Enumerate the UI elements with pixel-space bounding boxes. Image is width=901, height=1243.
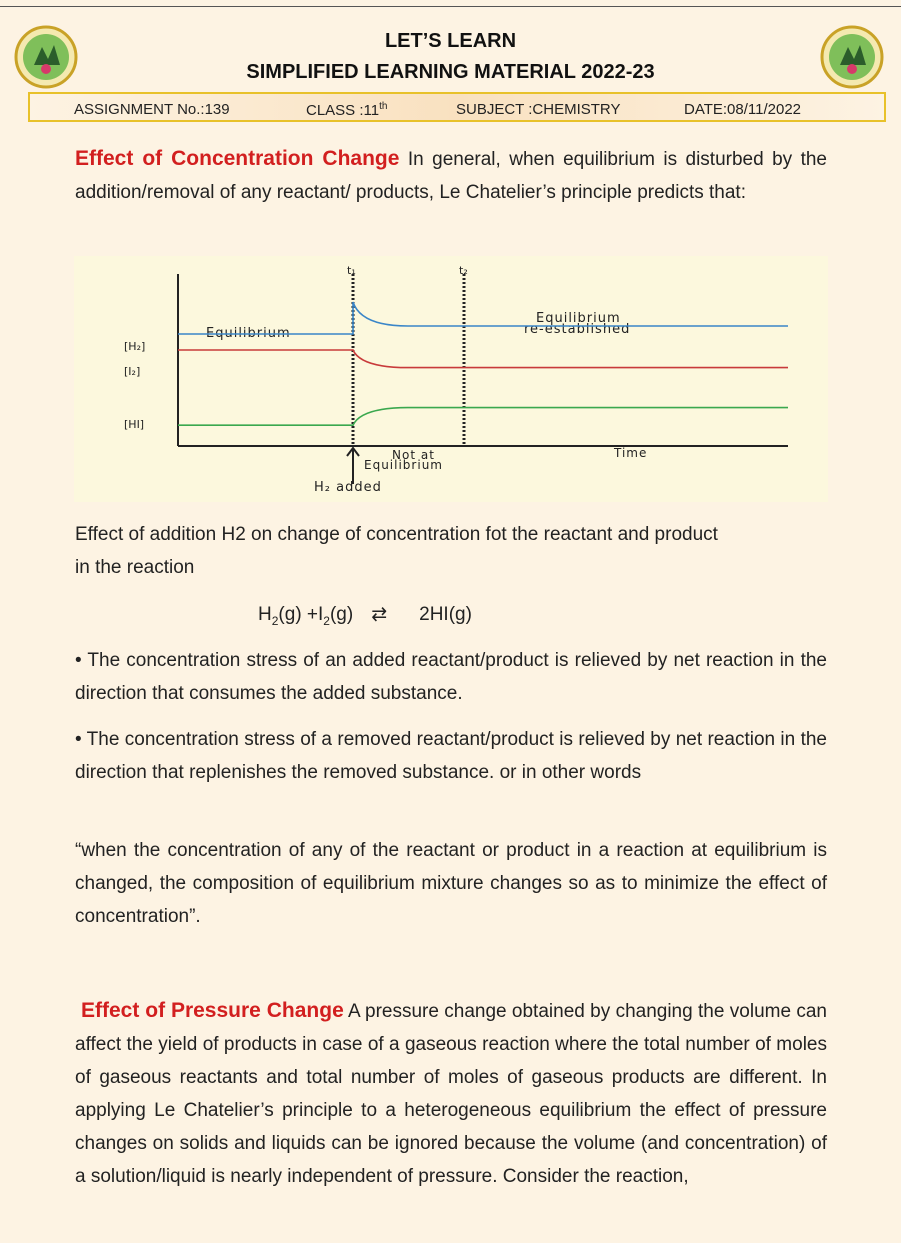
bullet-item: • The concentration stress of an added reactant/product is relieved by net reaction in the direction that consumes the added substance.: [75, 650, 827, 704]
annotation-h2-added: H₂ added: [314, 480, 382, 495]
chart-caption: [75, 518, 827, 584]
section-heading: Effect of Pressure Change: [81, 999, 344, 1022]
assignment-number: ASSIGNMENT No.:139: [74, 101, 230, 118]
reaction-equation: $H_2(g) +I_2(g)$ ⇄ 2HI(g): [258, 604, 472, 628]
annotation-reestablished-1: Equilibrium: [536, 311, 621, 326]
paragraph-text: A pressure change obtained by changing the volume can affect the yield of products in case of a gaseous reaction where the total number of moles of gaseous reactants and total number of moles of gaseous products are different. In applying Le Chatelier’s principle to a heterogeneous equilibrium the effect of pressure changes on solids and liquids can be ignored because the volume (and concentration) of a solution/liquid is nearly independent of pressure. Consider the reaction,: [75, 1001, 827, 1187]
ylabel-hi: [HI]: [124, 418, 145, 431]
subject-label: SUBJECT :CHEMISTRY: [456, 101, 621, 118]
h2-added-arrow: [347, 448, 359, 484]
annotation-equilibrium: Equilibrium: [206, 326, 291, 341]
annotation-not-at-1: Not at: [392, 448, 435, 462]
caption-line-1: Effect of addition H2 on change of concentration fot the reactant and product: [75, 524, 718, 545]
annotation-reestablished-2: re-established: [524, 322, 631, 337]
chart-svg: [74, 256, 828, 502]
ylabel-h2: [H₂]: [124, 340, 146, 353]
bullet-item: • The concentration stress of a removed reactant/product is relieved by net reaction in the direction that replenishes the removed substance. or in other words: [75, 729, 827, 783]
header-title: LET’S LEARN: [384, 30, 517, 52]
pressure-paragraph: [75, 994, 827, 1193]
section-heading: Effect of Concentration Change: [75, 147, 400, 170]
series-line-2: [178, 350, 788, 368]
equilibrium-arrow-icon: ⇄: [371, 604, 388, 625]
quote-paragraph: “when the concentration of any of the reactant or product in a reaction at equilibrium is changed, the composition of equilibrium mixture changes so as to minimize the effect of concentration”.: [75, 840, 827, 927]
caption-line-2: in the reaction: [75, 557, 195, 578]
assignment-info-bar: [28, 92, 886, 122]
x-axis-time-label: Time: [614, 446, 648, 460]
class-label: CLASS :11th: [306, 101, 388, 119]
equilibrium-chart: [74, 256, 828, 502]
date-label: DATE:08/11/2022: [684, 101, 802, 118]
ylabel-i2: [I₂]: [124, 365, 141, 378]
concentration-paragraph: [75, 142, 827, 209]
t2-label: t₂: [459, 264, 468, 277]
header-subtitle: SIMPLIFIED LEARNING MATERIAL 2022-23: [246, 61, 655, 83]
top-rule: [0, 6, 901, 7]
paragraph-text: In general, when equilibrium is disturbed by the addition/removal of any reactant/ products, Le Chatelier’s principle predicts that:: [75, 149, 827, 203]
series-line-3: [178, 408, 788, 426]
annotation-not-at-2: Equilibrium: [364, 458, 443, 472]
t1-label: t₁: [347, 264, 356, 277]
